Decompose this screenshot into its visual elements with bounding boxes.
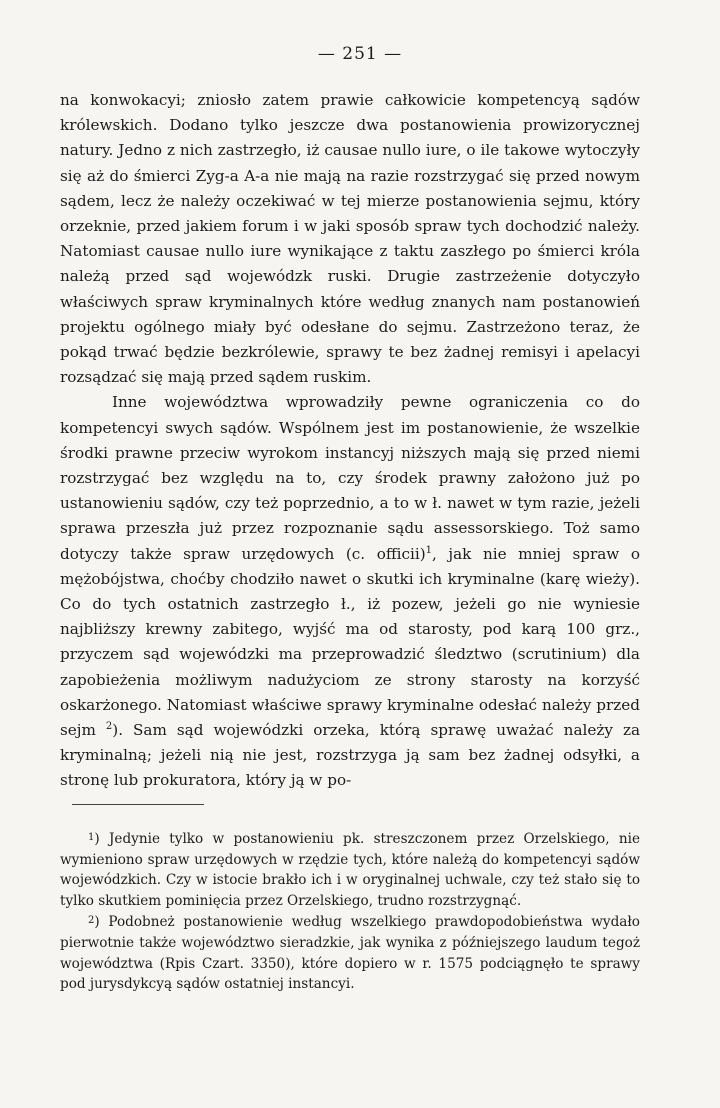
main-text [60, 88, 640, 794]
footnote-2-text: ) Podobneż postanowienie według wszelkiego prawdopodobieństwa wydało pierwotnie także województwo sieradzkie, jak wynika z późniejszego laudum tegoż województwa (Rpis Czart. 3350), które dopiero w r. 1575 podciągnęło te sprawy pod jurysdykcyą sądów ostatniej instancyi. [60, 914, 640, 993]
footnote-2-mark: 2 [88, 915, 95, 927]
footnote-1-text: ) Jedynie tylko w postanowieniu pk. streszczonem przez Orzelskiego, nie wymieniono spraw urzędowych w rzędzie tych, które należą do kompetencyi sądów wojewódzkich. Czy w istocie brakło ich i w oryginalnej uchwale, czy też stało się to tylko skutkiem pominięcia przez Orzelskiego, trudno rozstrzygnąć. [60, 831, 640, 909]
footnote-separator [72, 804, 204, 805]
paragraph-2-text-c: ). Sam sąd wojewódzki orzeka, którą sprawę uważać należy za kryminalną; jeżeli nią nie jest, rozstrzyga ją sam bez żadnej odsyłki, a stronę lub prokuratora, który ją w po- [60, 721, 640, 790]
footnote-2 [60, 911, 640, 994]
paragraph-2-text-b: , jak nie mniej spraw o mężobójstwa, choćby chodziło nawet o skutki ich kryminalne (karę wieży). Co do tych ostatnich zastrzegło ł., iż pozew, jeżeli go nie wyniesie najbliższy krewny zabitego, wyjść ma od starosty, pod karą 100 grz., przyczem sąd wojewódzki ma przeprowadzić śledztwo (scrutinium) dla zapobieżenia możliwym nadużyciom ze strony starosty na korzyść oskarżonego. Natomiast właściwe sprawy kryminalne odesłać należy przed sejm [60, 544, 640, 740]
paragraph-2 [60, 390, 640, 793]
page-number-header: — 251 — [317, 44, 403, 64]
paragraph-1: na konwokacyi; zniosło zatem prawie całkowicie kompetencyą sądów królewskich. Dodano tylko jeszcze dwa postanowienia prowizorycznej natury. Jedno z nich zastrzegło, iż causae nullo iure, o ile takowe wytoczyły się aż do śmierci Zyg-a A-a nie mają na razie rozstrzygać się przed nowym sądem, lecz że należy oczekiwać w tej mierze postanowienia sejmu, który orzeknie, przed jakiem forum i w jaki sposób spraw tych dochodzić należy. Natomiast causae nullo iure wynikające z taktu zaszłego po śmierci króla należą przed sąd wojewódzk ruski. Drugie zastrzeżenie dotyczyło właściwych spraw kryminalnych które według znanych nam postanowień projektu ogólnego miały być odesłane do sejmu. Zastrzeżono teraz, że pokąd trwać będzie bezkrólewie, sprawy te bez żadnej remisyi i apelacyi rozsądzać się mają przed sądem ruskim. [60, 91, 640, 387]
footnotes [60, 828, 640, 995]
footnote-1-mark: 1 [88, 832, 95, 843]
footnote-1 [60, 828, 640, 911]
paragraph-2-text-a: Inne województwa wprowadziły pewne ograniczenia co do kompetencyi swych sądów. Wspólnem jest im postanowienie, że wszelkie środki prawne przeciw wyrokom instancyj niższych mają się przed niemi rozstrzygać bez względu na to, czy środek prawny założono już po ustanowieniu sądów, czy też poprzednio, a to w ł. nawet w tym razie, jeżeli sprawa przeszła już przez rozpoznanie sądu assessorskiego. Toż samo dotyczy także spraw urzędowych (c. officii) [60, 393, 640, 563]
footnote-ref-2: 2 [105, 721, 113, 733]
footnote-ref-1: 1 [425, 544, 433, 556]
